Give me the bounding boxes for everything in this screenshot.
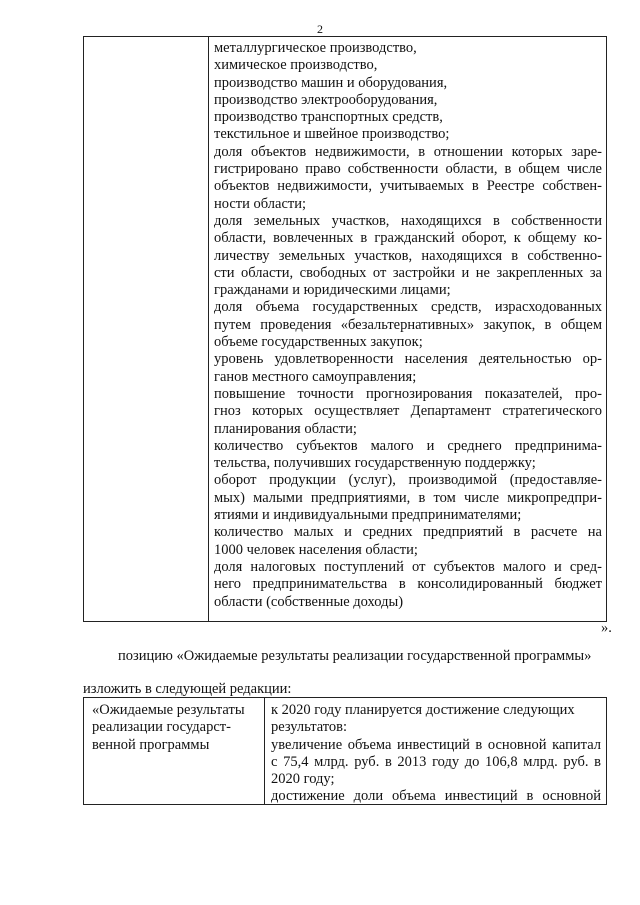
indicators-table — [83, 36, 607, 622]
table-line: 2020 году; — [271, 771, 335, 788]
table-line: 1000 человек населения области; — [214, 541, 418, 558]
table-line: «Ожидаемые результаты — [92, 702, 245, 718]
table-line: мых) малыми предприятиями, в том числе микропредпри- — [214, 489, 602, 506]
table-line: с 75,4 млрд. руб. в 2013 году до 106,8 млрд. руб. в — [271, 753, 601, 770]
table-column-divider — [264, 698, 265, 804]
table-line: доля налоговых поступлений от субъектов малого и сред- — [214, 558, 602, 575]
position-title-cell — [92, 702, 260, 754]
table-line: доля объектов недвижимости, в отношении которых заре- — [214, 143, 602, 160]
edition-paragraph: изложить в следующей редакции: — [83, 681, 292, 697]
table-line: уровень удовлетворенности населения деятельностью ор- — [214, 351, 602, 368]
page-number: 2 — [317, 22, 323, 36]
table-line: количество малых и средних предприятий в расчете на — [214, 524, 602, 541]
table-line: объектов недвижимости, учитываемых в Реестре собствен- — [214, 178, 602, 195]
table-line: сти области, свободных от застройки и не закрепленных за — [214, 264, 602, 281]
table-line: оборот продукции (услуг), производимой (предоставляе- — [214, 472, 602, 489]
expected-results-table — [83, 697, 607, 805]
table-line: химическое производство, — [214, 57, 378, 74]
table-line: реализации государст- — [92, 719, 231, 736]
table-line: количество субъектов малого и среднего предпринима- — [214, 437, 602, 454]
table-line: личеству земельных участков, находящихся в собственно- — [214, 247, 602, 264]
table-line: гражданами и юридическими лицами; — [214, 282, 451, 299]
table-line: доля земельных участков, находящихся в собственности — [214, 212, 602, 229]
table-line: производство электрооборудования, — [214, 91, 438, 108]
table-line: металлургическое производство, — [214, 40, 417, 56]
table-line: тельства, получивших государственную поддержку; — [214, 455, 536, 472]
closing-quote-mark: ». — [601, 620, 612, 636]
table-line: ности области; — [214, 195, 307, 212]
table-line: области, вовлеченных в гражданский оборот, к общему ко- — [214, 230, 602, 247]
table-line: него предпринимательства в консолидированный бюджет — [214, 576, 602, 593]
position-paragraph: позицию «Ожидаемые результаты реализации государственной программы» — [118, 648, 592, 664]
table-line: достижение доли объема инвестиций в основной — [271, 788, 601, 805]
table-line: результатов: — [271, 719, 348, 736]
table-line: гноз которых осуществляет Департамент стратегического — [214, 403, 602, 420]
table-line: объеме государственных закупок; — [214, 334, 423, 351]
table-line: производство транспортных средств, — [214, 109, 443, 126]
table-line: текстильное и швейное производство; — [214, 126, 450, 143]
indicators-list-cell — [214, 40, 602, 611]
table-line: увеличение объема инвестиций в основной капитал — [271, 736, 601, 753]
table-line: венной программы — [92, 736, 210, 753]
table-line: производство машин и оборудования, — [214, 74, 448, 91]
table-line: гистрировано право собственности области, в общем числе — [214, 161, 602, 178]
table-line: путем проведения «безальтернативных» закупок, в общем — [214, 316, 602, 333]
table-line: ятиями и индивидуальными предпринимателями; — [214, 507, 522, 524]
table-line: области (собственные доходы) — [214, 593, 404, 610]
table-line: планирования области; — [214, 420, 357, 437]
expected-results-cell — [271, 702, 601, 806]
table-line: ганов местного самоуправления; — [214, 368, 417, 385]
table-line: доля объема государственных средств, израсходованных — [214, 299, 602, 316]
table-column-divider — [208, 37, 209, 621]
table-line: к 2020 году планируется достижение следующих — [271, 702, 575, 718]
table-line: повышение точности прогнозирования показателей, про- — [214, 385, 602, 402]
